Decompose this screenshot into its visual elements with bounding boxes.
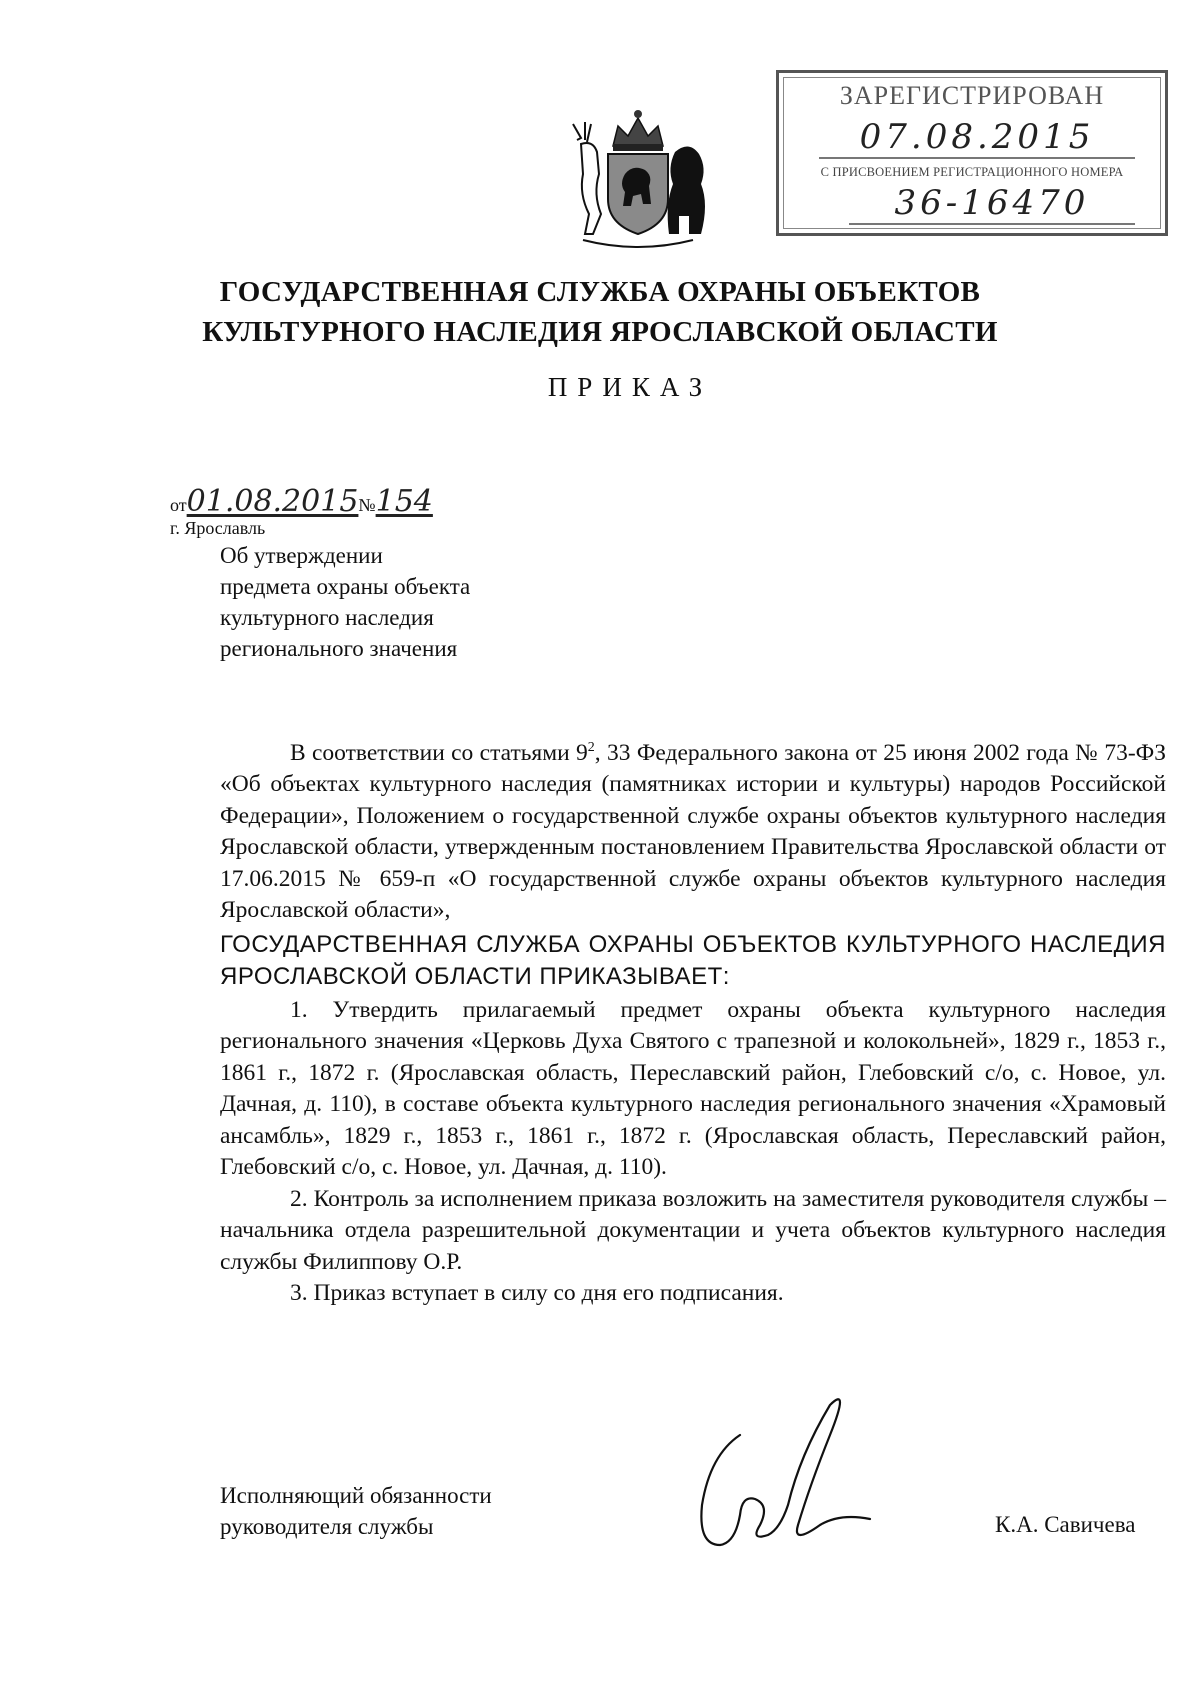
org-line-2: КУЛЬТУРНОГО НАСЛЕДИЯ ЯРОСЛАВСКОЙ ОБЛАСТИ xyxy=(202,316,998,348)
handwritten-signature xyxy=(680,1395,880,1565)
number-prefix: № xyxy=(358,495,376,515)
order-body xyxy=(220,732,1166,1310)
preamble-text-b: , 33 Федерального закона от 25 июня 2002 года № 73-ФЗ «Об объектах культурного наследия (памятниках истории и культуры) народов Российской Федерации», Положением о государственной службе охраны объектов культурного наследия Ярославской области, утвержденным постановлением Правительства Ярославской области от 17.06.2015 № 659-п «О государственной службе охраны объектов культурного наследия Ярославской области», xyxy=(220,739,1166,924)
stamp-number: 36-16470 xyxy=(849,183,1135,225)
date-prefix: от xyxy=(170,495,187,515)
signatory-name: К.А. Савичева xyxy=(995,1512,1136,1537)
subject-line: регионального значения xyxy=(220,636,458,661)
date-number-line xyxy=(170,484,433,519)
preamble-paragraph xyxy=(220,732,1166,927)
order-item-3: 3. Приказ вступает в силу со дня его подписания. xyxy=(290,1280,784,1307)
order-item-1: 1. Утвердить прилагаемый предмет охраны объекта культурного наследия регионального значения «Церковь Духа Святого с трапезной и колокольней», 1829 г., 1853 г., 1861 г., 1872 г. (Ярославская область, Переславский район, Глебовский с/о, с. Новое, ул. Дачная, д. 110), в составе объекта культурного наследия регионального значения «Храмовый ансамбль», 1829 г., 1853 г., 1861 г., 1872 г. (Ярославская область, Переславский район, Глебовский с/о, с. Новое, ул. Дачная, д. 110). xyxy=(220,996,1166,1181)
registration-stamp xyxy=(776,70,1168,236)
order-date: 01.08.2015 xyxy=(186,484,359,519)
signatory-title-line-2: руководителя службы xyxy=(220,1514,434,1539)
subject-line: предмета охраны объекта xyxy=(220,574,471,599)
preamble-superscript: 2 xyxy=(587,740,595,755)
order-item-2: 2. Контроль за исполнением приказа возложить на заместителя руководителя службы – начальника отдела разрешительной документации и учета объектов культурного наследия службы Филиппову О.Р. xyxy=(220,1185,1166,1275)
signatory-title-line-1: Исполняющий обязанности xyxy=(220,1483,492,1508)
organization-name xyxy=(160,272,1040,352)
coat-of-arms-icon xyxy=(563,104,713,254)
stamp-caption: С ПРИСВОЕНИЕМ РЕГИСТРАЦИОННОГО НОМЕРА xyxy=(820,165,1124,179)
stamp-date: 07.08.2015 xyxy=(819,117,1135,159)
orders-statement: ГОСУДАРСТВЕННАЯ СЛУЖБА ОХРАНЫ ОБЪЕКТОВ КУЛЬТУРНОГО НАСЛЕДИЯ ЯРОСЛАВСКОЙ ОБЛАСТИ ПРИКАЗЫВАЕТ: xyxy=(220,930,1166,990)
stamp-title: ЗАРЕГИСТРИРОВАН xyxy=(839,81,1105,110)
preamble-text-a: В соответствии со статьями 9 xyxy=(290,739,588,766)
document-type: ПРИКАЗ xyxy=(547,372,713,402)
subject-line: Об утверждении xyxy=(220,543,383,568)
order-number: 154 xyxy=(375,484,433,519)
order-subject xyxy=(220,540,580,664)
signatory-title xyxy=(220,1480,492,1542)
org-line-1: ГОСУДАРСТВЕННАЯ СЛУЖБА ОХРАНЫ ОБЪЕКТОВ xyxy=(219,276,981,308)
city: г. Ярославль xyxy=(170,518,266,538)
subject-line: культурного наследия xyxy=(220,605,434,630)
